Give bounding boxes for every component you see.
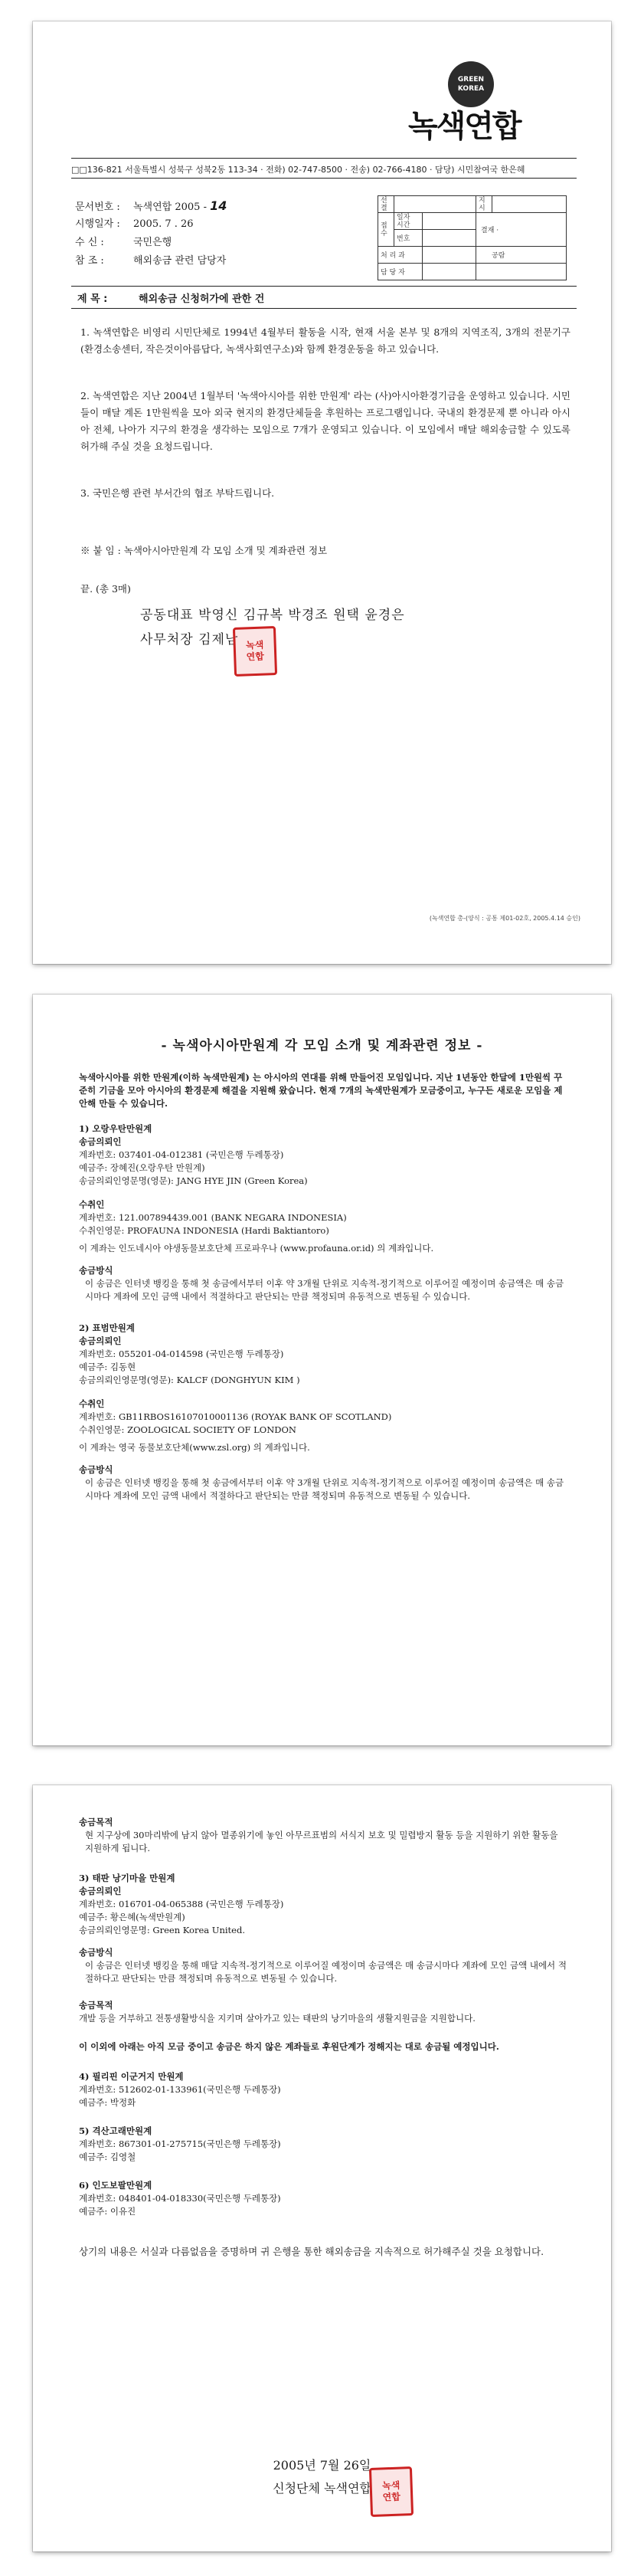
field-heading: 송금방식	[79, 1265, 113, 1276]
purpose-text: 개발 등을 거부하고 전통생활방식을 지키며 살아가고 있는 태판의 낭기마을의 생활지원금을 지원합니다.	[79, 2013, 476, 2024]
approval-cell: 담 당 자	[378, 264, 423, 280]
paragraph-3: 3. 국민은행 관련 부서간의 협조 부탁드립니다.	[80, 487, 275, 499]
subject-bar	[71, 286, 577, 309]
org-address: □□136-821 서울특별시 성북구 성북2동 113-34 · 전화) 02-747-8500 · 전송) 02-766-4180 · 담당) 시민참여국 한은혜	[71, 165, 525, 175]
account-line: 계좌번호: 016701-04-065388 (국민은행 두레통장)	[79, 1899, 284, 1909]
attachment-title: - 녹색아시아만원계 각 모임 소개 및 계좌관련 정보 -	[161, 1038, 483, 1054]
approval-cell	[423, 230, 476, 247]
english-name-line: 송금의뢰인영문명: Green Korea United.	[79, 1925, 245, 1935]
account-line: 계좌번호: 048401-04-018330(국민은행 두레통장)	[79, 2193, 281, 2204]
approval-cell: 처 리 과	[378, 247, 423, 264]
reference-row	[75, 254, 226, 268]
meta-key: 시행일자 :	[75, 218, 120, 230]
field-heading: 송금의뢰인	[79, 1886, 122, 1896]
field-heading: 수취인	[79, 1398, 105, 1409]
account-line: 계좌번호: 512602-01-133961(국민은행 두레통장)	[79, 2084, 281, 2095]
field-heading: 송금의뢰인	[79, 1136, 122, 1147]
attachment-note: ※ 붙 임 : 녹색아시아만원계 각 모임 소개 및 계좌관련 정보	[80, 545, 328, 556]
field-heading: 송금방식	[79, 1947, 113, 1958]
account-note: 이 계좌는 인도네시아 야생동물보호단체 프로파우나 (www.profauna.or.id) 의 계좌입니다.	[79, 1243, 434, 1254]
meta-value: 해외송금 관련 담당자	[133, 255, 227, 267]
form-footer: (녹색연합 총-(양식 : 공통 제01-02호, 2005.4.14 승인)	[429, 915, 580, 922]
issue-date-row	[75, 218, 194, 231]
field-heading: 송금방식	[79, 1464, 113, 1475]
method-text: 이 송금은 인터넷 뱅킹을 통해 첫 송금에서부터 이후 약 3개월 단위로 지속적-정기적으로 이루어질 예정이며 송금액은 매 송금시마다 계좌에 모인 금액 내에서 적절하다고 판단되는 만큼 책정되며 유동적으로 변동될 수 있습니다.	[85, 1278, 564, 1302]
approval-cell	[423, 264, 476, 280]
page-2-account-info	[33, 995, 611, 1745]
handwritten-number: 14	[210, 198, 227, 213]
section-heading: 2) 표범만원계	[79, 1322, 135, 1333]
meta-value: 2005. 7 . 26	[133, 218, 194, 230]
meta-key: 문서번호 :	[75, 202, 120, 213]
account-line: 계좌번호: 055201-04-014598 (국민은행 두레통장)	[79, 1349, 284, 1359]
account-line: 계좌번호: 037401-04-012381 (국민은행 두레통장)	[79, 1149, 284, 1160]
intro-text: 녹색아시아를 위한 만원계(이하 녹색만원계) 는 아시아의 연대를 위해 만들어진 모임입니다. 지난 1년동안 한달에 1만원씩 꾸준히 기금을 모아 아시아의 환경문제 해결을 지원해 왔습니다. 현재 7개의 녹색만원계가 모금중이고, 누구든 새로운 모임을 제안해 만들 수 있습니다.	[79, 1072, 563, 1109]
red-seal-stamp: 녹색 연합	[369, 2466, 414, 2517]
field-heading: 송금의뢰인	[79, 1336, 122, 1346]
approval-cell: 공람	[476, 247, 567, 264]
approval-cell: 번호	[394, 230, 423, 247]
holder-line: 예금주: 김동현	[79, 1362, 136, 1372]
org-logo-name: 녹색연합	[408, 109, 521, 144]
meta-key: 참 조 :	[75, 255, 104, 267]
page3-body	[79, 1816, 569, 2260]
approval-cell	[394, 196, 476, 213]
approval-cell	[476, 264, 567, 280]
holder-line: 예금주: 김영철	[79, 2152, 136, 2162]
applicant-org: 신청단체 녹색연합	[273, 2481, 371, 2496]
recipient-row	[75, 236, 172, 250]
purpose-text: 현 지구상에 30마리밖에 남지 않아 멸종위기에 놓인 아무르표범의 서식지 보호 및 밀렵방지 활동 등을 지원하기 위한 활동을 지원하게 됩니다.	[85, 1830, 558, 1853]
co-representatives: 공동대표 박영신 김규복 박경조 원택 윤경은	[140, 608, 405, 623]
green-korea-logo	[448, 61, 494, 107]
doc-number-row	[75, 199, 227, 215]
holder-line: 예금주: 황은혜(녹색만원계)	[79, 1912, 185, 1922]
approval-cell: 지 시	[476, 196, 492, 213]
approval-cell: 선 결	[378, 196, 394, 213]
closing-text: 상기의 내용은 서실과 다름없음을 증명하며 귀 은행을 통한 해외송금을 지속적으로 허가해주실 것을 요청합니다.	[79, 2246, 544, 2257]
section-heading: 1) 오랑우탄만원계	[79, 1123, 152, 1134]
secretary-general: 사무처장 김제남	[140, 632, 239, 647]
meta-value: 녹색연합 2005 -	[133, 202, 207, 213]
method-text: 이 송금은 인터넷 뱅킹을 통해 매달 지속적-정기적으로 이루어질 예정이며 송금액은 매 송금시마다 계좌에 모인 금액 내에서 적절하다고 판단되는 만큼 책정되며 유동적으로 변동될 수 있습니다.	[85, 1960, 567, 1984]
paragraph-1: 1. 녹색연합은 비영리 시민단체로 1994년 4월부터 활동을 시작, 현재 서울 본부 및 8개의 지역조직, 3개의 전문기구(환경소송센터, 작은것이아름답다, 녹색사회연구소)와 함께 환경운동을 하고 있습니다.	[80, 326, 570, 355]
english-name-line: 송금의뢰인영문명(영문): KALCF (DONGHYUN KIM )	[79, 1375, 300, 1385]
end-marker: 끝. (총 3매)	[80, 583, 131, 595]
page-1-official-letter	[33, 21, 611, 964]
section-heading: 4) 필리핀 이군거지 만원계	[79, 2071, 184, 2082]
paragraph-2: 2. 녹색연합은 지난 2004년 1월부터 '녹색아시아를 위한 만원계' 라는 (사)아시아환경기금을 운영하고 있습니다. 시민들이 매달 계돈 1만원씩을 모아 외국 현지의 환경단체들을 후원하는 프로그램입니다. 국내의 환경문제 뿐 아니라 아시아 전체, 나아가 지구의 환경을 생각하는 모임으로 7개가 운영되고 있습니다. 이 모임에서 매달 해외송금할 수 있도록 허가해 주실 것을 요청드립니다.	[80, 390, 570, 452]
approval-cell: 결재 ·	[476, 213, 567, 247]
account-note: 이 계좌는 영국 동물보호단체(www.zsl.org) 의 계좌입니다.	[79, 1442, 310, 1453]
subject-text: 해외송금 신청허가에 관한 건	[139, 293, 265, 305]
red-seal-stamp: 녹색 연합	[233, 626, 277, 677]
section-heading: 6) 인도보팔만원계	[79, 2180, 152, 2191]
pending-accounts-note: 이 이외에 아래는 아직 모금 중이고 송금은 하지 않은 계좌들로 후원단계가 정해지는 대로 송금될 예정입니다.	[79, 2041, 499, 2052]
header-rule-top	[71, 158, 577, 159]
approval-cell	[492, 196, 567, 213]
account-line: 계좌번호: 867301-01-275715(국민은행 두레통장)	[79, 2138, 281, 2149]
header-rule-bottom	[71, 178, 577, 179]
section-heading: 5) 격산고래만원계	[79, 2125, 152, 2136]
recipient-name-line: 수취인영문: ZOOLOGICAL SOCIETY OF LONDON	[79, 1424, 296, 1435]
section-heading: 3) 태판 낭기마을 만원계	[79, 1873, 175, 1883]
subject-key: 제 목 :	[77, 293, 108, 305]
english-name-line: 송금의뢰인영문명(영문): JANG HYE JIN (Green Korea)	[79, 1175, 308, 1186]
account-line: 계좌번호: 121.007894439.001 (BANK NEGARA INDONESIA)	[79, 1212, 347, 1223]
approval-cell	[423, 247, 476, 264]
page-3-account-info-cont	[33, 1785, 611, 2551]
logo-circle-line1: GREEN	[457, 76, 485, 84]
field-heading: 수취인	[79, 1199, 105, 1210]
page2-body	[79, 1071, 569, 1503]
holder-line: 예금주: 장혜진(오랑우탄 만원계)	[79, 1162, 205, 1173]
method-text: 이 송금은 인터넷 뱅킹을 통해 첫 송금에서부터 이후 약 3개월 단위로 지속적-정기적으로 이루어질 예정이며 송금액은 매 송금시마다 계좌에 모인 금액 내에서 적절하다고 판단되는 만큼 책정되며 유동적으로 변동될 수 있습니다.	[85, 1477, 564, 1501]
holder-line: 예금주: 박정화	[79, 2097, 136, 2108]
field-heading: 송금목적	[79, 2000, 113, 2011]
meta-value: 국민은행	[133, 237, 172, 248]
recipient-name-line: 수취인영문: PROFAUNA INDONESIA (Hardi Baktiantoro)	[79, 1225, 329, 1236]
approval-cell	[423, 213, 476, 230]
application-date: 2005년 7월 26일	[273, 2458, 371, 2473]
logo-circle-line2: KOREA	[457, 85, 485, 93]
approval-stamp-table	[378, 195, 567, 280]
account-line: 계좌번호: GB11RBOS16107010001136 (ROYAK BANK OF SCOTLAND)	[79, 1411, 392, 1422]
field-heading: 송금목적	[79, 1817, 113, 1827]
meta-key: 수 신 :	[75, 237, 104, 248]
approval-cell: 일자 시간	[394, 213, 423, 230]
holder-line: 예금주: 이유진	[79, 2206, 136, 2217]
approval-cell: 접 수	[378, 213, 394, 247]
